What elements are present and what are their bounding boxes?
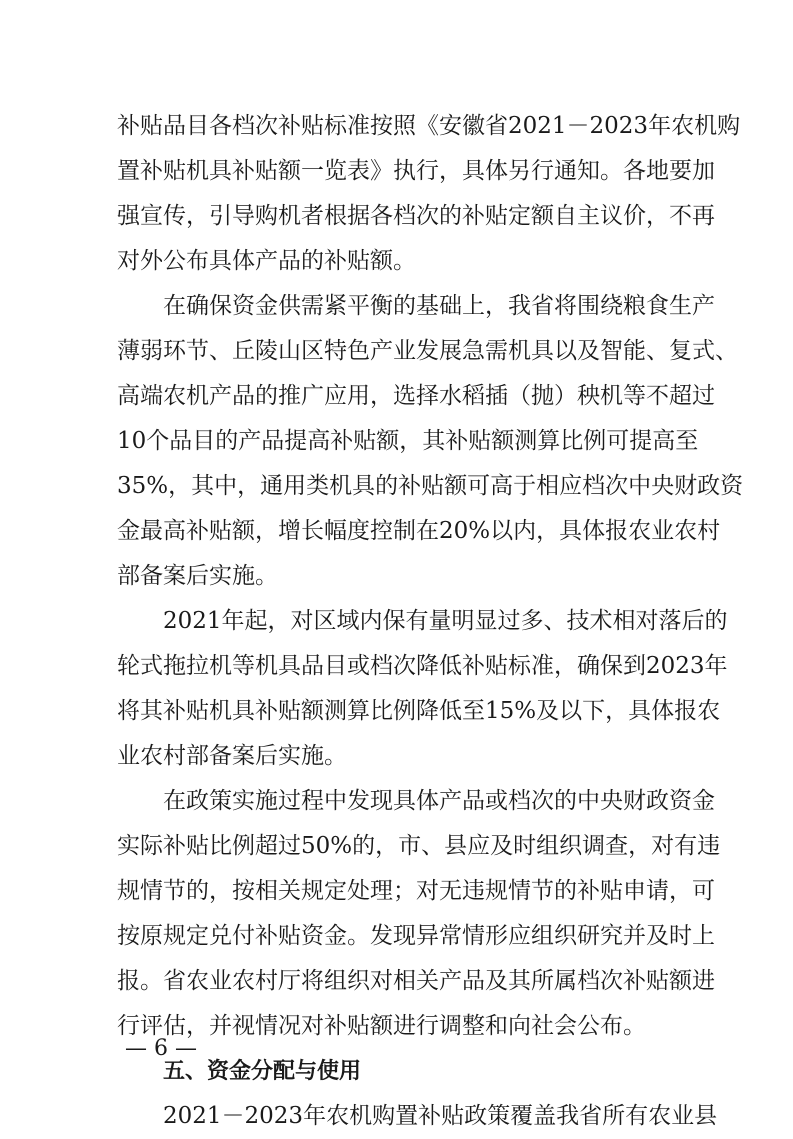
text-line: 2021－2023年农机购置补贴政策覆盖我省所有农业县 [163,1103,718,1129]
text-line: 轮式拖拉机等机具品目或档次降低补贴标准，确保到2023年 [117,653,728,679]
section-heading: 五、资金分配与使用 [163,1059,362,1084]
text-line: 按原规定兑付补贴资金。发现异常情形应组织研究并及时上 [117,923,715,949]
text-line: 2021年起，对区域内保有量明显过多、技术相对落后的 [163,608,728,634]
text-line: 金最高补贴额，增长幅度控制在20%以内，具体报农业农村 [117,518,721,544]
text-line: 行评估，并视情况对补贴额进行调整和向社会公布。 [117,1013,646,1039]
text-line: 10个品目的产品提高补贴额，其补贴额测算比例可提高至 [117,428,699,454]
text-line: 高端农机产品的推广应用，选择水稻插（抛）秧机等不超过 [117,383,715,409]
text-line: 强宣传，引导购机者根据各档次的补贴定额自主议价，不再 [117,203,715,229]
text-line: 补贴品目各档次补贴标准按照《安徽省2021－2023年农机购 [117,113,741,139]
text-line: 报。省农业农村厅将组织对相关产品及其所属档次补贴额进 [117,968,715,994]
text-line: 部备案后实施。 [117,563,278,589]
text-line: 置补贴机具补贴额一览表》执行，具体另行通知。各地要加 [117,158,715,184]
text-line: 业农村部备案后实施。 [117,743,347,769]
text-line: 将其补贴机具补贴额测算比例降低至15%及以下，具体报农 [117,698,721,724]
text-line: 规情节的，按相关规定处理；对无违规情节的补贴申请，可 [117,878,715,904]
text-line: 对外公布具体产品的补贴额。 [117,248,416,274]
text-line: 薄弱环节、丘陵山区特色产业发展急需机具以及智能、复式、 [117,338,738,364]
document-body [117,104,744,1139]
text-line: 实际补贴比例超过50%的，市、县应及时组织调查，对有违 [117,833,721,859]
text-line: 35%，其中，通用类机具的补贴额可高于相应档次中央财政资 [117,473,744,499]
text-line: 在确保资金供需紧平衡的基础上，我省将围绕粮食生产 [163,293,715,319]
page-number: — 6 — [125,1036,197,1061]
text-line: 在政策实施过程中发现具体产品或档次的中央财政资金 [163,788,715,814]
